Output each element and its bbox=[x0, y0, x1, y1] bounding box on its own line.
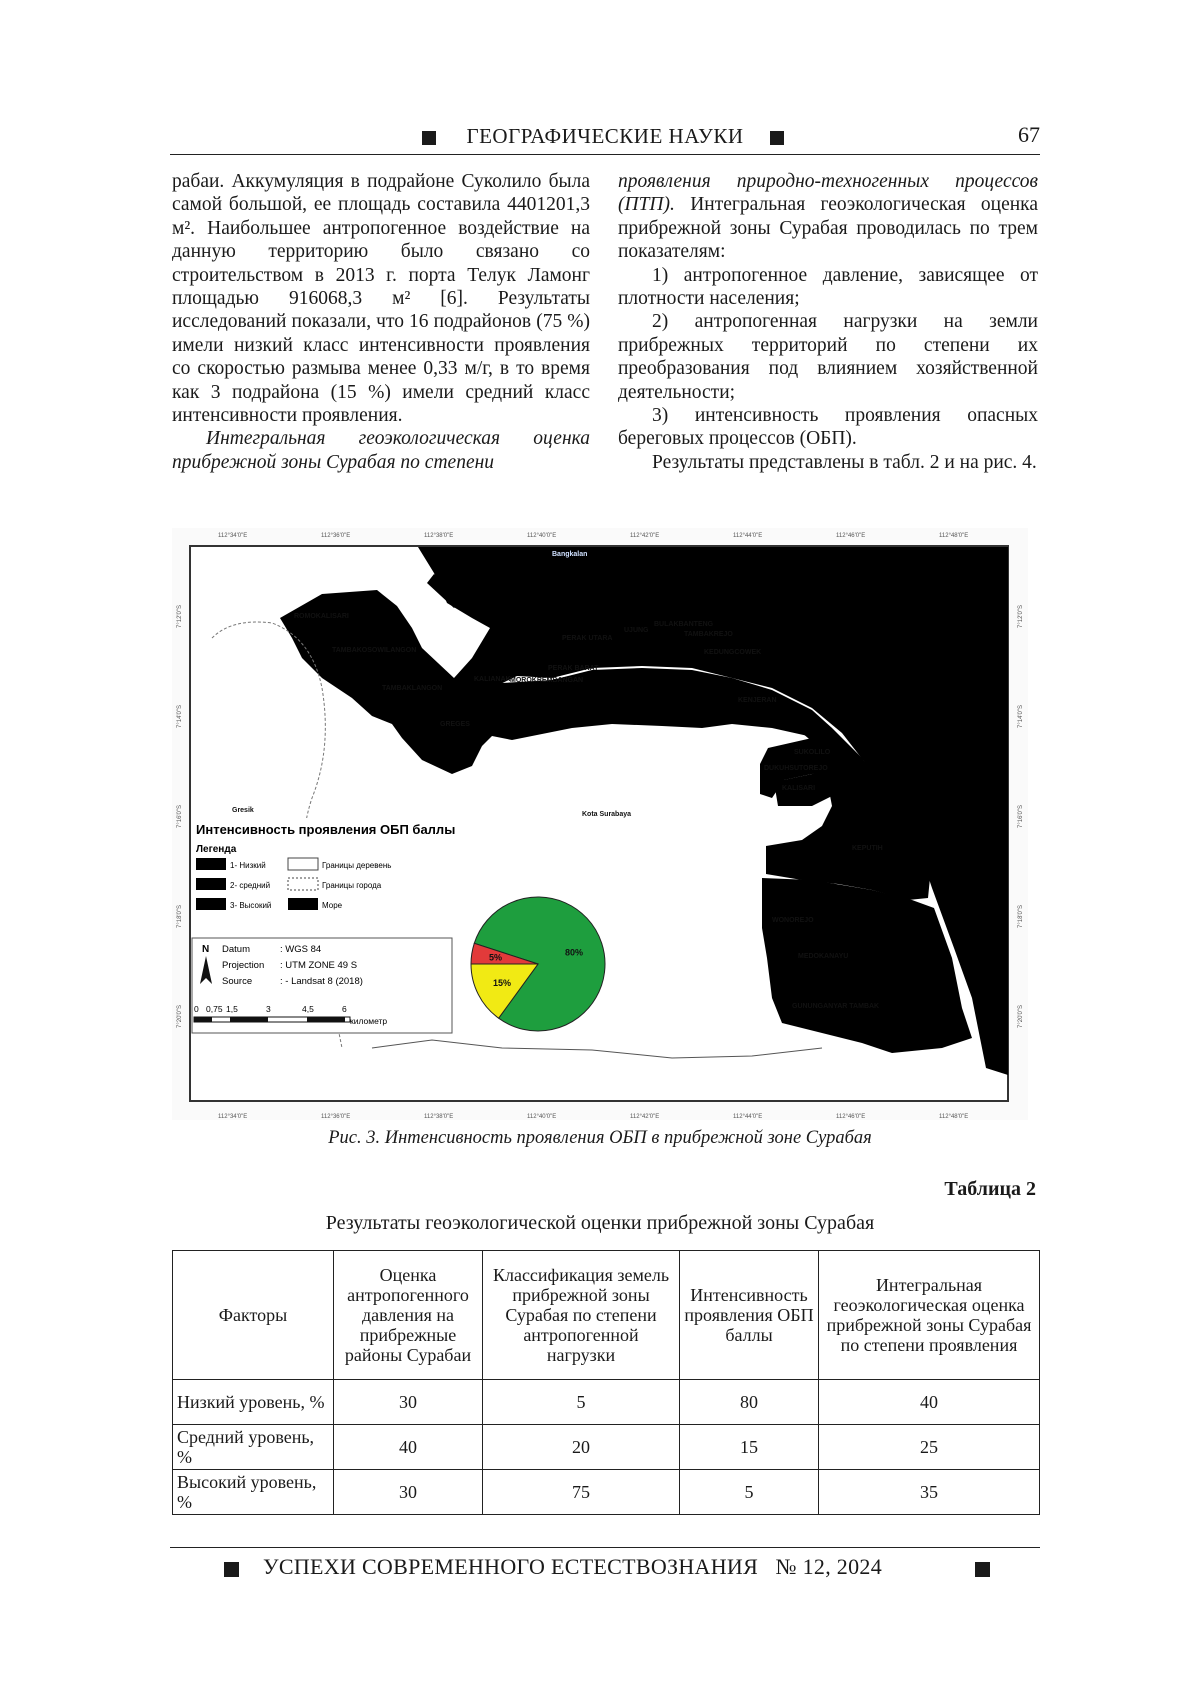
right-column bbox=[618, 170, 1038, 474]
table-cell: 5 bbox=[483, 1380, 680, 1425]
table-cell: 20 bbox=[483, 1425, 680, 1470]
legend-swatch-high bbox=[196, 898, 226, 910]
table-cell: 15 bbox=[680, 1425, 819, 1470]
coord-label: 112°38'0"E bbox=[424, 1114, 454, 1120]
coord-label: 7°18'0"S bbox=[177, 904, 183, 928]
place-label: TAMBAKREJO bbox=[684, 631, 733, 638]
place-label: KALIANAK bbox=[474, 676, 511, 683]
coord-label: 112°48'0"E bbox=[939, 533, 969, 539]
legend-label: Границы деревень bbox=[322, 861, 392, 870]
left-column bbox=[172, 170, 590, 474]
place-label: KEPUTIH bbox=[852, 845, 883, 852]
scale-tick: 0,75 bbox=[206, 1004, 223, 1014]
coord-label: 112°34'0"E bbox=[218, 1114, 248, 1120]
place-label: KALISARI bbox=[782, 785, 816, 792]
coord-label: 7°14'0"S bbox=[177, 704, 183, 728]
running-header bbox=[170, 120, 1040, 155]
place-label: Bangkalan bbox=[552, 551, 588, 558]
page-number: 67 bbox=[1018, 122, 1040, 147]
paragraph: Интегральная геоэкологическая оценка прибрежной зоны Сурабая по степени bbox=[172, 428, 590, 473]
coord-label: 112°46'0"E bbox=[836, 1114, 866, 1120]
legend-swatch-city bbox=[288, 878, 318, 890]
coord-label: 7°16'0"S bbox=[1018, 804, 1024, 828]
coord-label: 112°34'0"E bbox=[218, 533, 248, 539]
paragraph: рабаи. Аккумуляция в подрайоне Суколило была самой большой, ее площадь составила 4401201,3 м². Наибольшее антропогенное воздействие на данную территорию было связано со строительством в 2013 г. порта Телук Ламонг площадью 916068,3 м² [6]. Результаты исследований показали, что 16 подрайонов (75 %) имели низкий класс интенсивности проявления со скоростью размыва менее 0,33 м/г, в то время как 3 подрайона (15 %) имели средний класс интенсивности проявления. bbox=[172, 171, 590, 427]
table-cell: 30 bbox=[334, 1380, 483, 1425]
scale-bar bbox=[194, 1017, 350, 1022]
coord-label: 112°38'0"E bbox=[424, 533, 454, 539]
legend-subtitle: Легенда bbox=[196, 844, 237, 855]
legend-swatch-low bbox=[196, 858, 226, 870]
datum-value: : - Landsat 8 (2018) bbox=[280, 976, 363, 987]
figure-caption: Рис. 3. Интенсивность проявления ОБП в прибрежной зоне Сурабая bbox=[328, 1128, 872, 1148]
scale-unit: километр bbox=[350, 1016, 388, 1026]
column-header: Оценка антропогенного давления на прибрежные районы Сурабаи bbox=[334, 1251, 483, 1380]
legend-label: 3- Высокий bbox=[230, 901, 272, 910]
place-label: BULAKBANTENG bbox=[654, 621, 714, 628]
square-bullet-icon bbox=[975, 1562, 990, 1577]
scale-tick: 4,5 bbox=[302, 1004, 314, 1014]
pie-label: 5% bbox=[488, 952, 502, 963]
scale-tick: 0 bbox=[194, 1004, 199, 1014]
place-label: KENJERAN bbox=[738, 697, 777, 704]
pie-label: 15% bbox=[492, 977, 512, 988]
coord-label: 112°44'0"E bbox=[733, 533, 763, 539]
results-table bbox=[172, 1250, 1040, 1515]
map-legend bbox=[192, 818, 455, 938]
place-label: GREGES bbox=[440, 721, 470, 728]
place-label: GUNUNGANYAR TAMBAK bbox=[792, 1003, 880, 1010]
coord-label: 112°42'0"E bbox=[630, 1114, 660, 1120]
place-label: PERAK UTARA bbox=[562, 635, 613, 642]
scale-tick: 1,5 bbox=[226, 1004, 238, 1014]
column-header: Интегральная геоэкологическая оценка прибрежной зоны Сурабая по степени проявления bbox=[819, 1251, 1040, 1380]
list-item: 2) антропогенная нагрузки на земли прибрежных территорий по степени их преобразования под влиянием хозяйственной деятельности; bbox=[618, 311, 1038, 403]
place-label: Kota Surabaya bbox=[582, 811, 632, 818]
place-label: ROMOKALISARI bbox=[294, 613, 349, 620]
coord-label: 7°20'0"S bbox=[177, 1004, 183, 1028]
coord-label: 112°42'0"E bbox=[630, 533, 660, 539]
table-cell: 30 bbox=[334, 1470, 483, 1515]
scale-tick: 6 bbox=[342, 1004, 347, 1014]
table-cell: 5 bbox=[680, 1470, 819, 1515]
section-title: ГЕОГРАФИЧЕСКИЕ НАУКИ bbox=[466, 124, 744, 148]
coord-label: 7°12'0"S bbox=[177, 604, 183, 628]
table-cell: Низкий уровень, % bbox=[173, 1380, 334, 1425]
coord-label: 112°36'0"E bbox=[321, 533, 351, 539]
place-label: KEDUNGCOWEK bbox=[704, 649, 762, 656]
coord-label: 112°36'0"E bbox=[321, 1114, 351, 1120]
coord-label: 7°16'0"S bbox=[177, 804, 183, 828]
legend-label: Море bbox=[322, 901, 343, 910]
table-row bbox=[173, 1380, 1040, 1425]
place-label: UJUNG bbox=[624, 627, 649, 634]
legend-label: Границы города bbox=[322, 881, 382, 890]
coord-label: 7°20'0"S bbox=[1018, 1004, 1024, 1028]
journal-name: УСПЕХИ СОВРЕМЕННОГО ЕСТЕСТВОЗНАНИЯ № 12, 2024 bbox=[263, 1554, 882, 1579]
datum-key: Projection bbox=[222, 960, 265, 971]
north-label: N bbox=[202, 944, 210, 955]
datum-key: Datum bbox=[222, 944, 250, 955]
legend-swatch-sea bbox=[288, 898, 318, 910]
coord-label: 112°44'0"E bbox=[733, 1114, 763, 1120]
column-header: Классификация земель прибрежной зоны Сурабая по степени антропогенной нагрузки bbox=[483, 1251, 680, 1380]
table-cell: 40 bbox=[819, 1380, 1040, 1425]
square-bullet-icon bbox=[224, 1562, 239, 1577]
place-label: Gresik bbox=[232, 807, 254, 814]
square-bullet-icon bbox=[770, 131, 784, 145]
legend-swatch-village bbox=[288, 858, 318, 870]
column-header: Факторы bbox=[173, 1251, 334, 1380]
place-label: MEDOKANAYU bbox=[798, 953, 849, 960]
place-label: MOROKREMBANGAN bbox=[510, 677, 584, 684]
coord-label: 112°40'0"E bbox=[527, 533, 557, 539]
table-cell: 35 bbox=[819, 1470, 1040, 1515]
list-item: 3) интенсивность проявления опасных береговых процессов (ОБП). bbox=[618, 405, 1038, 450]
pie-label: 80% bbox=[565, 947, 584, 958]
coord-label: 112°48'0"E bbox=[939, 1114, 969, 1120]
table-row bbox=[173, 1470, 1040, 1515]
map-figure bbox=[172, 528, 1028, 1120]
table-row bbox=[173, 1425, 1040, 1470]
coord-label: 7°14'0"S bbox=[1018, 704, 1024, 728]
datum-value: : WGS 84 bbox=[280, 944, 322, 955]
place-label: TAMBAKOSOWILANGON bbox=[332, 647, 417, 654]
coord-label: 112°40'0"E bbox=[527, 1114, 557, 1120]
list-item: 1) антропогенное давление, зависящее от плотности населения; bbox=[618, 264, 1038, 310]
scale-tick: 3 bbox=[266, 1004, 271, 1014]
coord-label: 112°46'0"E bbox=[836, 533, 866, 539]
coord-label: 7°12'0"S bbox=[1018, 604, 1024, 628]
table-title: Результаты геоэкологической оценки прибрежной зоны Сурабая bbox=[325, 1212, 875, 1234]
place-label: DUKUHSUTOREJO bbox=[764, 765, 828, 772]
place-label: SUKOLILO bbox=[794, 749, 831, 756]
datum-value: : UTM ZONE 49 S bbox=[280, 960, 358, 971]
place-label: PERAK BARAT bbox=[548, 665, 599, 672]
table-number: Таблица 2 bbox=[944, 1178, 1036, 1200]
legend-label: 2- средний bbox=[230, 881, 271, 890]
table-cell: Средний уровень, % bbox=[173, 1425, 334, 1470]
paragraph: Результаты представлены в табл. 2 и на рис. 4. bbox=[652, 451, 1037, 473]
running-footer bbox=[170, 1547, 1040, 1588]
pie-chart bbox=[471, 897, 605, 1031]
table-cell: 25 bbox=[819, 1425, 1040, 1470]
paragraph: проявления природно-техногенных процессов (ПТП). Интегральная геоэкологическая оценка прибрежной зоны Сурабая проводилась по трем показателям: bbox=[618, 171, 1038, 263]
table-cell: Высокий уровень, % bbox=[173, 1470, 334, 1515]
place-label: TAMBAKLANGON bbox=[382, 685, 443, 692]
table-header-row bbox=[173, 1251, 1040, 1380]
place-label: WONOREJO bbox=[772, 917, 814, 924]
legend-swatch-mid bbox=[196, 878, 226, 890]
table-cell: 80 bbox=[680, 1380, 819, 1425]
table-cell: 75 bbox=[483, 1470, 680, 1515]
coord-label: 7°18'0"S bbox=[1018, 904, 1024, 928]
datum-box bbox=[192, 938, 452, 1033]
datum-key: Source bbox=[222, 976, 253, 987]
table-cell: 40 bbox=[334, 1425, 483, 1470]
legend-title: Интенсивность проявления ОБП баллы bbox=[196, 822, 456, 837]
column-header: Интенсивность проявления ОБП баллы bbox=[680, 1251, 819, 1380]
legend-label: 1- Низкий bbox=[230, 861, 266, 870]
